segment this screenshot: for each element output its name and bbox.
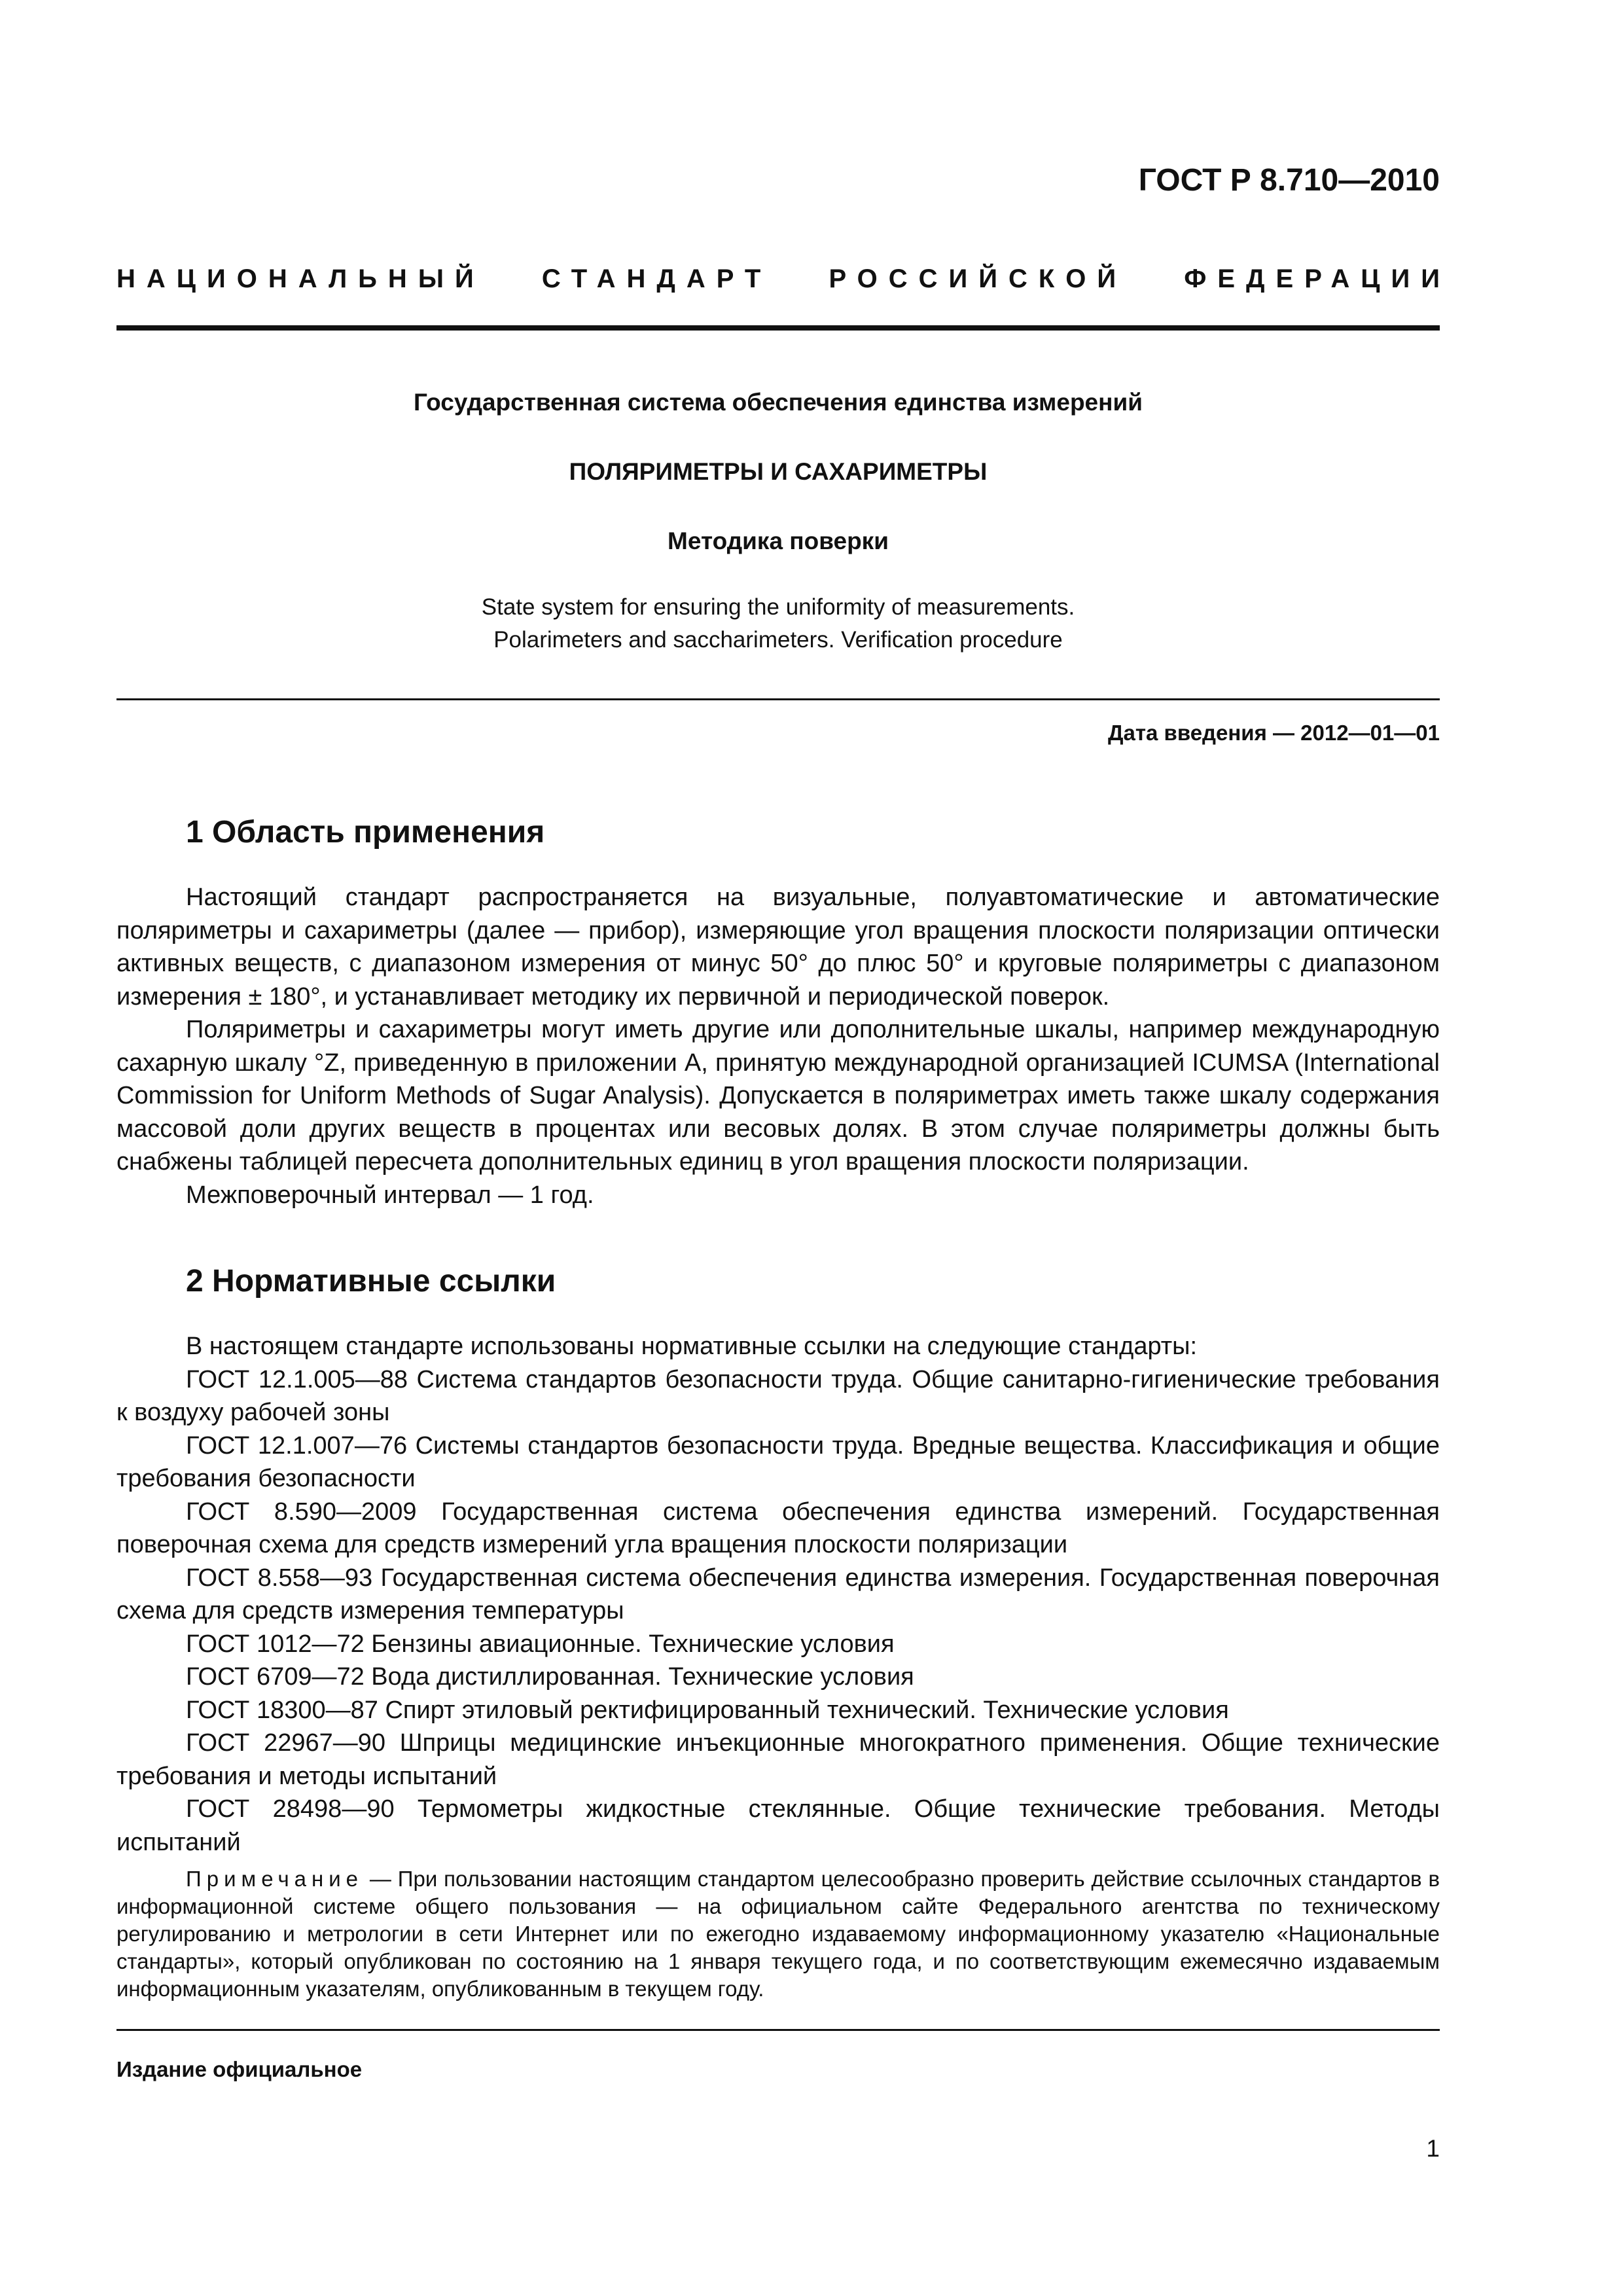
banner-word: РОССИЙСКОЙ [829,264,1128,293]
reference-item: ГОСТ 6709—72 Вода дистиллированная. Технические условия [186,1663,914,1691]
banner-word: СТАНДАРТ [541,264,772,293]
english-title-line: Polarimeters and saccharimeters. Verification procedure [493,627,1063,653]
note-label: Примечание [186,1867,364,1891]
paragraph: Межповерочный интервал — 1 год. [186,1181,594,1209]
paragraph: В настоящем стандарте использованы нормативные ссылки на следующие стандарты: [186,1333,1198,1360]
reference-item: ГОСТ 1012—72 Бензины авиационные. Технические условия [186,1630,895,1658]
english-title-line: State system for ensuring the uniformity of measurements. [481,594,1075,620]
note [116,1865,1440,2003]
section-heading: 2 Нормативные ссылки [186,1264,556,1299]
section-1-body [116,881,1440,1211]
document-page [116,0,1451,2296]
system-name: Государственная система обеспечения единства измерений [414,389,1143,416]
document-number: ГОСТ Р 8.710—2010 [1138,163,1440,198]
reference-item: ГОСТ 22967—90 Шприцы медицинские инъекционные многократного применения. Общие технические требования и методы испытаний [116,1729,1440,1790]
footer-divider [116,2029,1440,2031]
reference-item: ГОСТ 18300—87 Спирт этиловый ректифицированный технический. Технические условия [186,1696,1229,1724]
reference-item: ГОСТ 8.590—2009 Государственная система обеспечения единства измерений. Государственная поверочная схема для средств измерений угла вращения плоскости поляризации [116,1498,1440,1558]
note-text: — При пользовании настоящим стандартом целесообразно проверить действие ссылочных стандартов в информационной системе общего пользования — на официальном сайте Федерального агентства по техническому регулированию и метрологии в сети Интернет или по ежегодно издаваемому информационному указателю «Национальные стандарты», который опубликован по состоянию на 1 января текущего года, и по соответствующим ежемесячно издаваемым информационным указателям, опубликованным в текущем году. [116,1867,1440,2001]
title-divider [116,698,1440,700]
header-divider [116,325,1440,331]
edition-label: Издание официальное [116,2057,363,2081]
introduction-date: Дата введения — 2012—01—01 [1108,721,1440,745]
reference-item: ГОСТ 12.1.005—88 Система стандартов безопасности труда. Общие санитарно-гигиенические требования к воздуху рабочей зоны [116,1365,1440,1426]
section-2-body [116,1330,1440,1859]
page-number: 1 [1426,2135,1440,2162]
section-heading: 1 Область применения [186,815,545,850]
document-title: ПОЛЯРИМЕТРЫ И САХАРИМЕТРЫ [569,458,988,485]
national-standard-banner [116,264,1451,294]
reference-item: ГОСТ 8.558—93 Государственная система обеспечения единства измерения. Государственная поверочная схема для средств измерения температуры [116,1564,1440,1624]
reference-item: ГОСТ 28498—90 Термометры жидкостные стеклянные. Общие технические требования. Методы испытаний [116,1795,1440,1856]
document-subtitle: Методика поверки [668,528,889,554]
reference-item: ГОСТ 12.1.007—76 Системы стандартов безопасности труда. Вредные вещества. Классификация и общие требования безопасности [116,1431,1440,1492]
banner-word: НАЦИОНАЛЬНЫЙ [116,264,485,293]
paragraph: Настоящий стандарт распространяется на визуальные, полуавтоматические и автоматические поляриметры и сахариметры (далее — прибор), измеряющие угол вращения плоскости поляризации оптически активных веществ, с диапазоном измерения от минус 50° до плюс 50° и круговые поляриметры с диапазоном измерения ± 180°, и устанавливает методику их первичной и периодической поверок. [116,884,1440,1011]
english-title [116,591,1440,656]
paragraph: Поляриметры и сахариметры могут иметь другие или дополнительные шкалы, например международную сахарную шкалу °Z, приведенную в приложении А, принятую международной организацией ICUMSA (International Commission for Uniform Methods of Sugar Analysis). Допускается в поляриметрах иметь также шкалу содержания массовой доли других веществ в процентах или весовых долях. В этом случае поляриметры должны быть снабжены таблицей пересчета дополнительных единиц в угол вращения плоскости поляризации. [116,1016,1440,1175]
banner-word: ФЕДЕРАЦИИ [1184,264,1451,293]
